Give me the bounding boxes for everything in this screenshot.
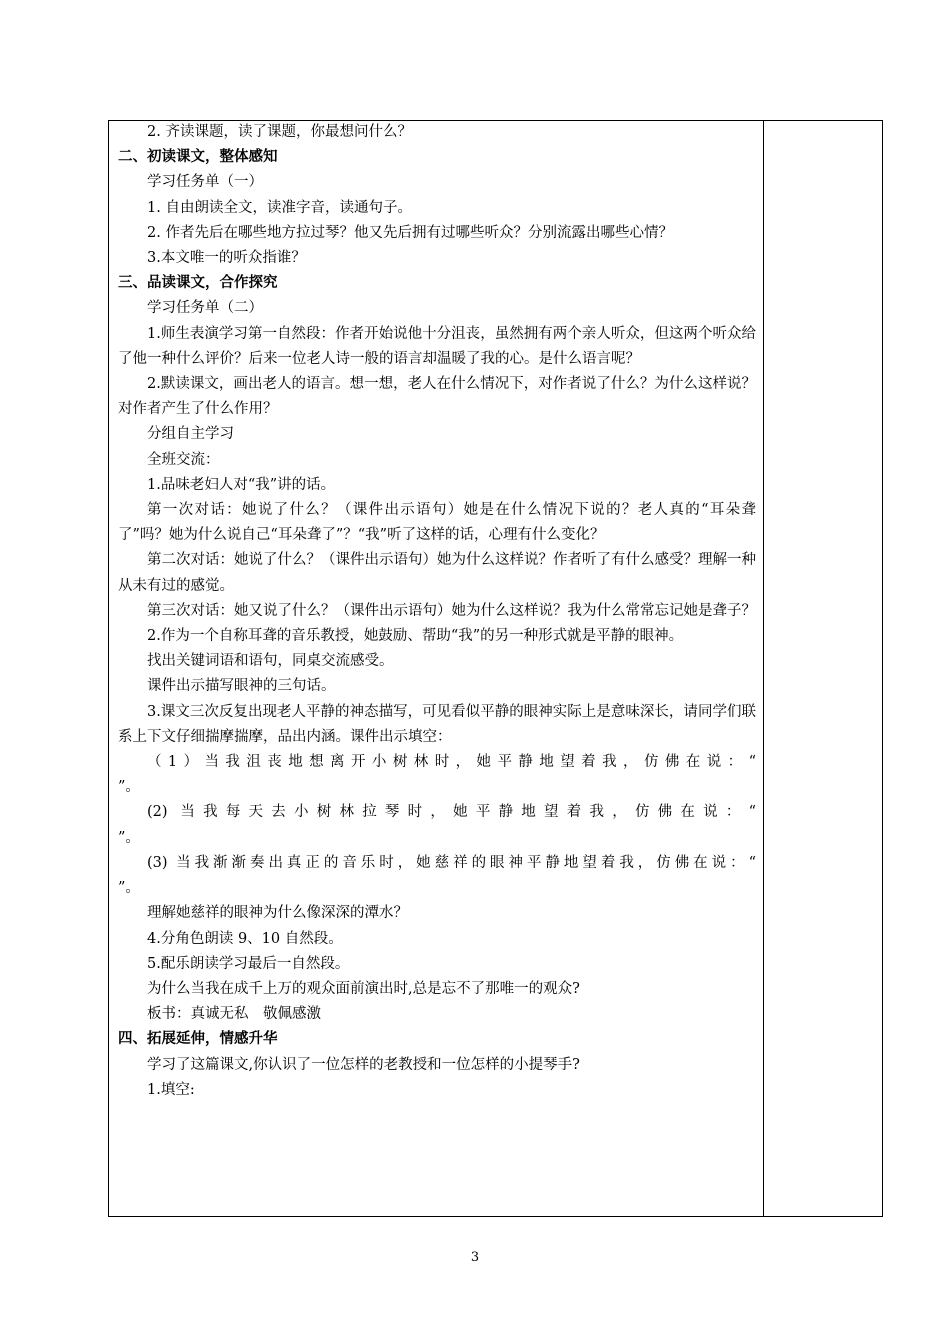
task-item: 1. 自由朗读全文，读准字音，读通句子。 bbox=[147, 199, 412, 216]
dialogue-3: 第三次对话：她又说了什么？（课件出示语句）她为什么这样说？我为什么常常忘记她是聋子？ bbox=[147, 602, 756, 619]
page-number: 3 bbox=[470, 1250, 480, 1265]
fill-blank-3-end: ”。 bbox=[118, 880, 140, 897]
paragraph: 全班交流： bbox=[147, 451, 220, 468]
paragraph: 为什么当我在成千上万的观众面前演出时,总是忘不了那唯一的观众? bbox=[147, 980, 580, 997]
section-heading-3: 三、品读课文，合作探究 bbox=[118, 275, 278, 292]
task-item: 3.本文唯一的听众指谁？ bbox=[147, 250, 306, 267]
paragraph: 课件出示描写眼神的三句话。 bbox=[147, 678, 336, 695]
paragraph: 2.默读课文，画出老人的语言。想一想，老人在什么情况下，对作者说了什么？为什么这样说？对作者产生了什么作用？ bbox=[118, 376, 756, 418]
paragraph: 学习了这篇课文,你认识了一位怎样的老教授和一位怎样的小提琴手? bbox=[147, 1056, 580, 1073]
task-sheet-title: 学习任务单（二） bbox=[147, 300, 263, 317]
paragraph: 1.师生表演学习第一自然段：作者开始说他十分沮丧，虽然拥有两个亲人听众，但这两个听众给了他一种什么评价？后来一位老人诗一般的语言却温暖了我的心。是什么语言呢？ bbox=[118, 325, 756, 367]
paragraph: 1.品味老妇人对“我”讲的话。 bbox=[147, 476, 336, 493]
section-heading-2: 二、初读课文，整体感知 bbox=[118, 149, 278, 166]
paragraph: 3.课文三次反复出现老人平静的神态描写，可见看似平静的眼神实际上是意味深长，请同学们联系上下文仔细揣摩揣摩，品出内涵。课件出示填空： bbox=[118, 703, 756, 745]
fill-blank-2: (2) 当我每天去小树林拉琴时，她平静地望着我，仿佛在说：“ bbox=[147, 804, 756, 821]
paragraph: 找出关键词语和语句，同桌交流感受。 bbox=[147, 653, 394, 670]
section-heading-4: 四、拓展延伸，情感升华 bbox=[118, 1031, 278, 1048]
dialogue-1: 第一次对话：她说了什么？（课件出示语句）她是在什么情况下说的？老人真的“耳朵聋了”吗？她为什么说自己“耳朵聋了”？“我”听了这样的话，心理有什么变化？ bbox=[118, 502, 756, 544]
fill-blank-2-end: ”。 bbox=[118, 829, 140, 846]
task-sheet-title: 学习任务单（一） bbox=[147, 174, 263, 191]
task-item: 2. 作者先后在哪些地方拉过琴？他又先后拥有过哪些听众？分别流露出哪些心情？ bbox=[147, 224, 673, 241]
paragraph: 5.配乐朗读学习最后一自然段。 bbox=[147, 955, 350, 972]
paragraph: 理解她慈祥的眼神为什么像深深的潭水？ bbox=[147, 905, 408, 922]
column-divider bbox=[763, 120, 764, 1217]
question-line: 2. 齐读课题，读了课题，你最想问什么？ bbox=[147, 124, 412, 140]
fill-blank-1-end: ”。 bbox=[118, 779, 140, 796]
paragraph: 4.分角色朗读 9、10 自然段。 bbox=[147, 930, 343, 947]
fill-blank-1: （1）当我沮丧地想离开小树林时，她平静地望着我，仿佛在说：“ bbox=[147, 754, 756, 771]
board-writing: 板书：真诚无私 敬佩感激 bbox=[147, 1006, 321, 1023]
paragraph: 1.填空: bbox=[147, 1081, 195, 1098]
dialogue-2: 第二次对话：她说了什么？（课件出示语句）她为什么这样说？作者听了有什么感受？理解一种从未有过的感觉。 bbox=[118, 552, 756, 594]
lesson-content bbox=[118, 120, 756, 1103]
paragraph: 分组自主学习 bbox=[147, 426, 234, 443]
paragraph: 2.作为一个自称耳聋的音乐教授，她鼓励、帮助“我”的另一种形式就是平静的眼神。 bbox=[147, 628, 684, 645]
fill-blank-3: (3) 当我渐渐奏出真正的音乐时，她慈祥的眼神平静地望着我，仿佛在说：“ bbox=[147, 854, 756, 871]
